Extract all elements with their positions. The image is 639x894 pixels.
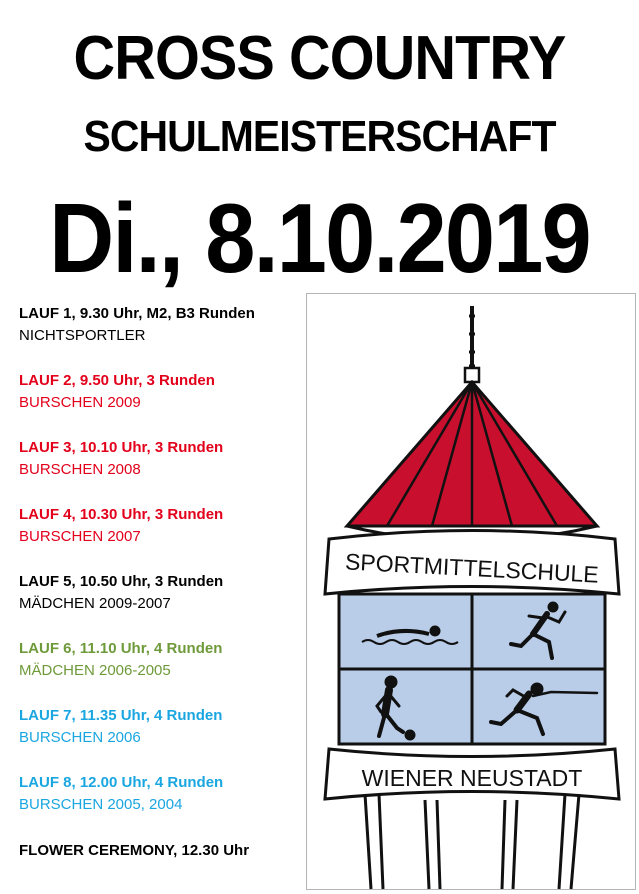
poster-title-line2: SCHULMEISTERSCHAFT — [83, 112, 556, 161]
race-item — [19, 571, 309, 615]
race-heading: LAUF 6, 11.10 Uhr, 4 Runden — [19, 640, 223, 657]
race-heading: LAUF 2, 9.50 Uhr, 3 Runden — [19, 372, 215, 389]
school-logo — [306, 293, 636, 890]
race-item — [19, 772, 309, 816]
race-heading: LAUF 1, 9.30 Uhr, M2, B3 Runden — [19, 305, 255, 322]
race-item — [19, 504, 309, 548]
logo-top-text: SPORTMITTELSCHULE — [344, 548, 600, 588]
race-heading: LAUF 8, 12.00 Uhr, 4 Runden — [19, 774, 224, 791]
race-group: MÄDCHEN 2009-2007 — [19, 595, 171, 612]
logo-bottom-text: WIENER NEUSTADT — [361, 765, 583, 791]
race-item — [19, 840, 309, 862]
race-heading: LAUF 5, 10.50 Uhr, 3 Runden — [19, 573, 224, 590]
race-item — [19, 705, 309, 749]
race-heading: LAUF 4, 10.30 Uhr, 3 Runden — [19, 506, 224, 523]
race-item — [19, 303, 309, 347]
race-group: BURSCHEN 2006 — [19, 729, 141, 746]
race-group: BURSCHEN 2005, 2004 — [19, 796, 183, 813]
race-item — [19, 638, 309, 682]
race-item — [19, 370, 309, 414]
race-heading: LAUF 7, 11.35 Uhr, 4 Runden — [19, 707, 223, 724]
race-group: BURSCHEN 2008 — [19, 461, 141, 478]
tower-logo-icon — [307, 294, 637, 891]
race-group: NICHTSPORTLER — [19, 327, 146, 344]
race-group: MÄDCHEN 2006-2005 — [19, 662, 171, 679]
race-heading: FLOWER CEREMONY, 12.30 Uhr — [19, 842, 250, 859]
race-group: BURSCHEN 2009 — [19, 394, 141, 411]
race-heading: LAUF 3, 10.10 Uhr, 3 Runden — [19, 439, 224, 456]
event-date: Di., 8.10.2019 — [49, 183, 590, 293]
race-item — [19, 437, 309, 481]
race-group: BURSCHEN 2007 — [19, 528, 141, 545]
poster-title-line1: CROSS COUNTRY — [73, 24, 566, 93]
